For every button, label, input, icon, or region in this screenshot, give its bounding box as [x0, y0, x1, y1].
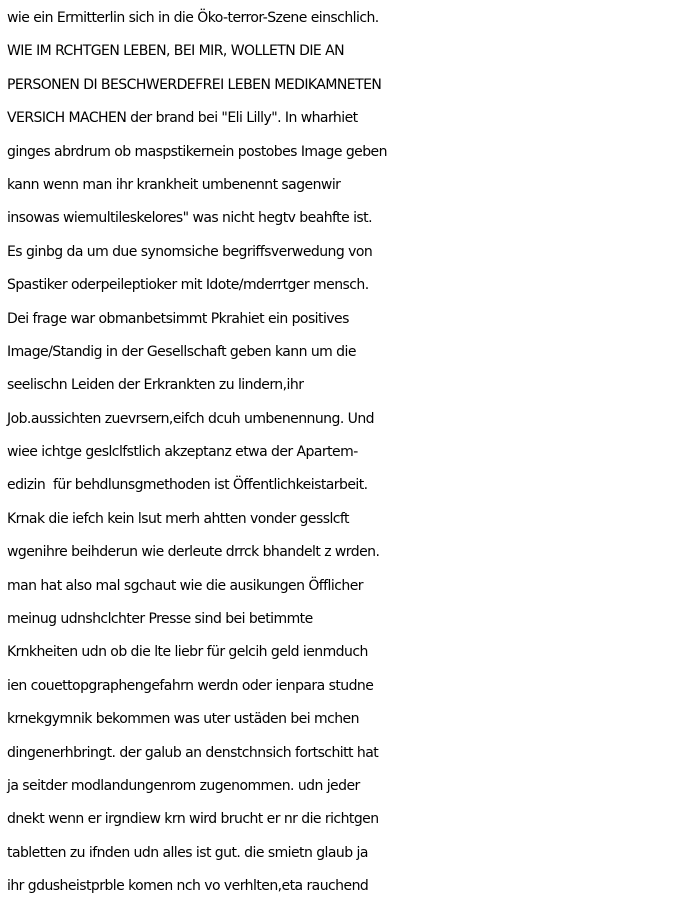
text-line: Image/Standig in der Gesellschaft geben kann um die	[7, 343, 356, 360]
text-line: VERSICH MACHEN der brand bei "Eli Lilly". In wharhiet	[7, 110, 358, 127]
text-line: Krnkheiten udn ob die lte liebr für gelcih geld ienmduch	[7, 644, 368, 661]
text-line: dingenerhbringt. der galub an denstchnsich fortschitt hat	[7, 744, 379, 761]
text-line: tabletten zu ifnden udn alles ist gut. die smietn glaub ja	[7, 844, 368, 861]
text-line: edizin für behdlunsgmethoden ist Öffentlichkeistarbeit.	[7, 477, 368, 494]
text-line: ihr gdusheistprble komen nch vo verhlten,eta rauchend	[7, 878, 369, 895]
text-line: seelischn Leiden der Erkrankten zu lindern,ihr	[7, 377, 304, 394]
text-line: kann wenn man ihr krankheit umbenennt sagenwir	[7, 176, 341, 193]
text-line: dnekt wenn er irgndiew krn wird brucht er nr die richtgen	[7, 811, 379, 828]
text-line: ien couettopgraphengefahrn werdn oder ienpara studne	[7, 677, 374, 694]
text-line: Job.aussichten zuevrsern,eifch dcuh umbenennung. Und	[7, 410, 374, 427]
text-line: WIE IM RCHTGEN LEBEN, BEI MIR, WOLLETN DIE AN	[7, 43, 345, 60]
text-line: ja seitder modlandungenrom zugenommen. udn jeder	[7, 777, 360, 794]
body-text	[7, 2, 683, 904]
text-line: krnekgymnik bekommen was uter ustäden bei mchen	[7, 711, 359, 728]
text-line: Spastiker oderpeileptioker mit Idote/mderrtger mensch.	[7, 277, 369, 294]
text-line: PERSONEN DI BESCHWERDEFREI LEBEN MEDIKAMNETEN	[7, 76, 382, 93]
text-line: Dei frage war obmanbetsimmt Pkrahiet ein positives	[7, 310, 349, 327]
text-line: Krnak die iefch kein lsut merh ahtten vonder gesslcft	[7, 510, 350, 527]
text-line: meinug udnshclchter Presse sind bei betimmte	[7, 611, 313, 628]
text-line: wie ein Ermitterlin sich in die Öko-terror-Szene einschlich.	[7, 10, 379, 26]
text-line: wiee ichtge geslclfstlich akzeptanz etwa der Apartem-	[7, 444, 358, 461]
text-line: man hat also mal sgchaut wie die ausikungen Öfflicher	[7, 577, 363, 594]
text-line: wgenihre beihderun wie derleute drrck bhandelt z wrden.	[7, 544, 380, 561]
text-line: ginges abrdrum ob maspstikernein postobes Image geben	[7, 143, 387, 160]
text-line: Es ginbg da um due synomsiche begriffsverwedung von	[7, 243, 373, 260]
text-line: insowas wiemultileskelores" was nicht hegtv beahfte ist.	[7, 210, 373, 227]
